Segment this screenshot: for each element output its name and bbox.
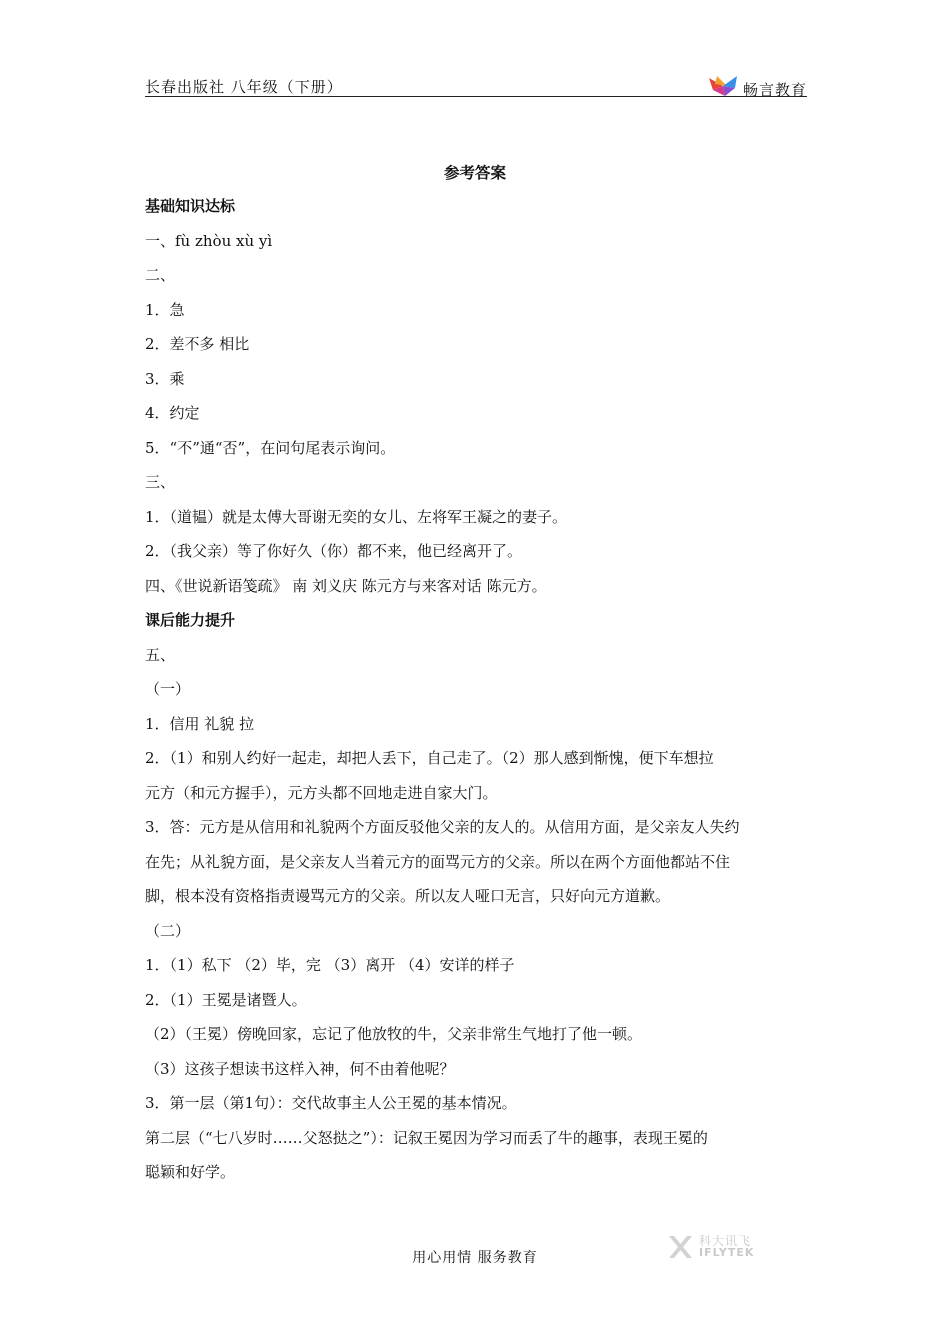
answer-line: 在先；从礼貌方面，是父亲友人当着元方的面骂元方的父亲。所以在两个方面他都站不住	[145, 852, 731, 871]
answer-line: 3．第一层（第1句）：交代故事主人公王冕的基本情况。	[145, 1094, 517, 1112]
answer-line: 元方（和元方握手），元方头都不回地走进自家大门。	[145, 783, 498, 802]
answer-line: 2．（1）和别人约好一起走，却把人丢下，自己走了。（2）那人感到惭愧，便下车想拉	[145, 749, 714, 767]
answer-line: 2．差不多 相比	[145, 335, 250, 353]
section-heading: 课后能力提升	[145, 611, 236, 629]
answer-line: 1．（1）私下 （2）毕，完 （3）离开 （4）安详的样子	[145, 956, 515, 974]
page-title: 参考答案	[443, 164, 506, 182]
watermark-en: IFLYTEK	[699, 1246, 755, 1259]
brand-logo-icon	[707, 74, 741, 98]
answer-line: （一）	[145, 680, 191, 698]
answer-line: 脚，根本没有资格指责谩骂元方的父亲。所以友人哑口无言，只好向元方道歉。	[145, 887, 671, 905]
answer-line: 5．“不”通“否”，在问句尾表示询问。	[145, 438, 396, 457]
answer-content	[145, 196, 815, 1197]
answer-line: 1．急	[145, 300, 185, 319]
answer-line: （2）（王冕）傍晚回家，忘记了他放牧的牛，父亲非常生气地打了他一顿。	[145, 1025, 643, 1043]
iflytek-watermark	[665, 1230, 795, 1264]
publisher-label: 长春出版社 八年级（下册）	[145, 78, 343, 96]
answer-line: 聪颖和好学。	[145, 1163, 236, 1181]
footer-slogan: 用心用情 服务教育	[412, 1250, 538, 1266]
brand-name: 畅言教育	[742, 81, 807, 99]
watermark-text	[699, 1235, 754, 1259]
answer-line: 3．答：元方是从信用和礼貌两个方面反驳他父亲的友人的。从信用方面，是父亲友人失约	[145, 818, 740, 836]
answer-line: 1．信用 礼貌 拉	[145, 714, 255, 733]
answer-line: 一、fù zhòu xù yì	[145, 231, 273, 250]
answer-line: 2．（1）王冕是诸暨人。	[145, 990, 307, 1009]
answer-line: 4．约定	[145, 404, 200, 422]
page-header	[145, 70, 807, 97]
answer-line: 第二层（“七八岁时……父怒挞之”）：记叙王冕因为学习而丢了牛的趣事，表现王冕的	[145, 1128, 708, 1147]
iflytek-x-icon	[665, 1232, 695, 1262]
answer-line: （二）	[145, 921, 191, 940]
answer-line: 五、	[145, 645, 176, 664]
answer-line: （3）这孩子想读书这样入神，何不由着他呢？	[145, 1059, 455, 1078]
answer-line: 四、《世说新语笺疏》 南 刘义庆 陈元方与来客对话 陈元方。	[145, 576, 547, 595]
section-heading: 基础知识达标	[145, 197, 236, 215]
answer-line: 2．（我父亲）等了你好久（你）都不来，他已经离开了。	[145, 542, 523, 560]
answer-line: 1．（道韫）就是太傅大哥谢无奕的女儿、左将军王凝之的妻子。	[145, 507, 568, 526]
watermark-cn: 科大讯飞	[699, 1234, 752, 1248]
answer-line: 3．乘	[145, 369, 185, 388]
answer-line: 三、	[145, 473, 176, 491]
answer-line: 二、	[145, 266, 176, 284]
brand-block	[707, 74, 807, 98]
